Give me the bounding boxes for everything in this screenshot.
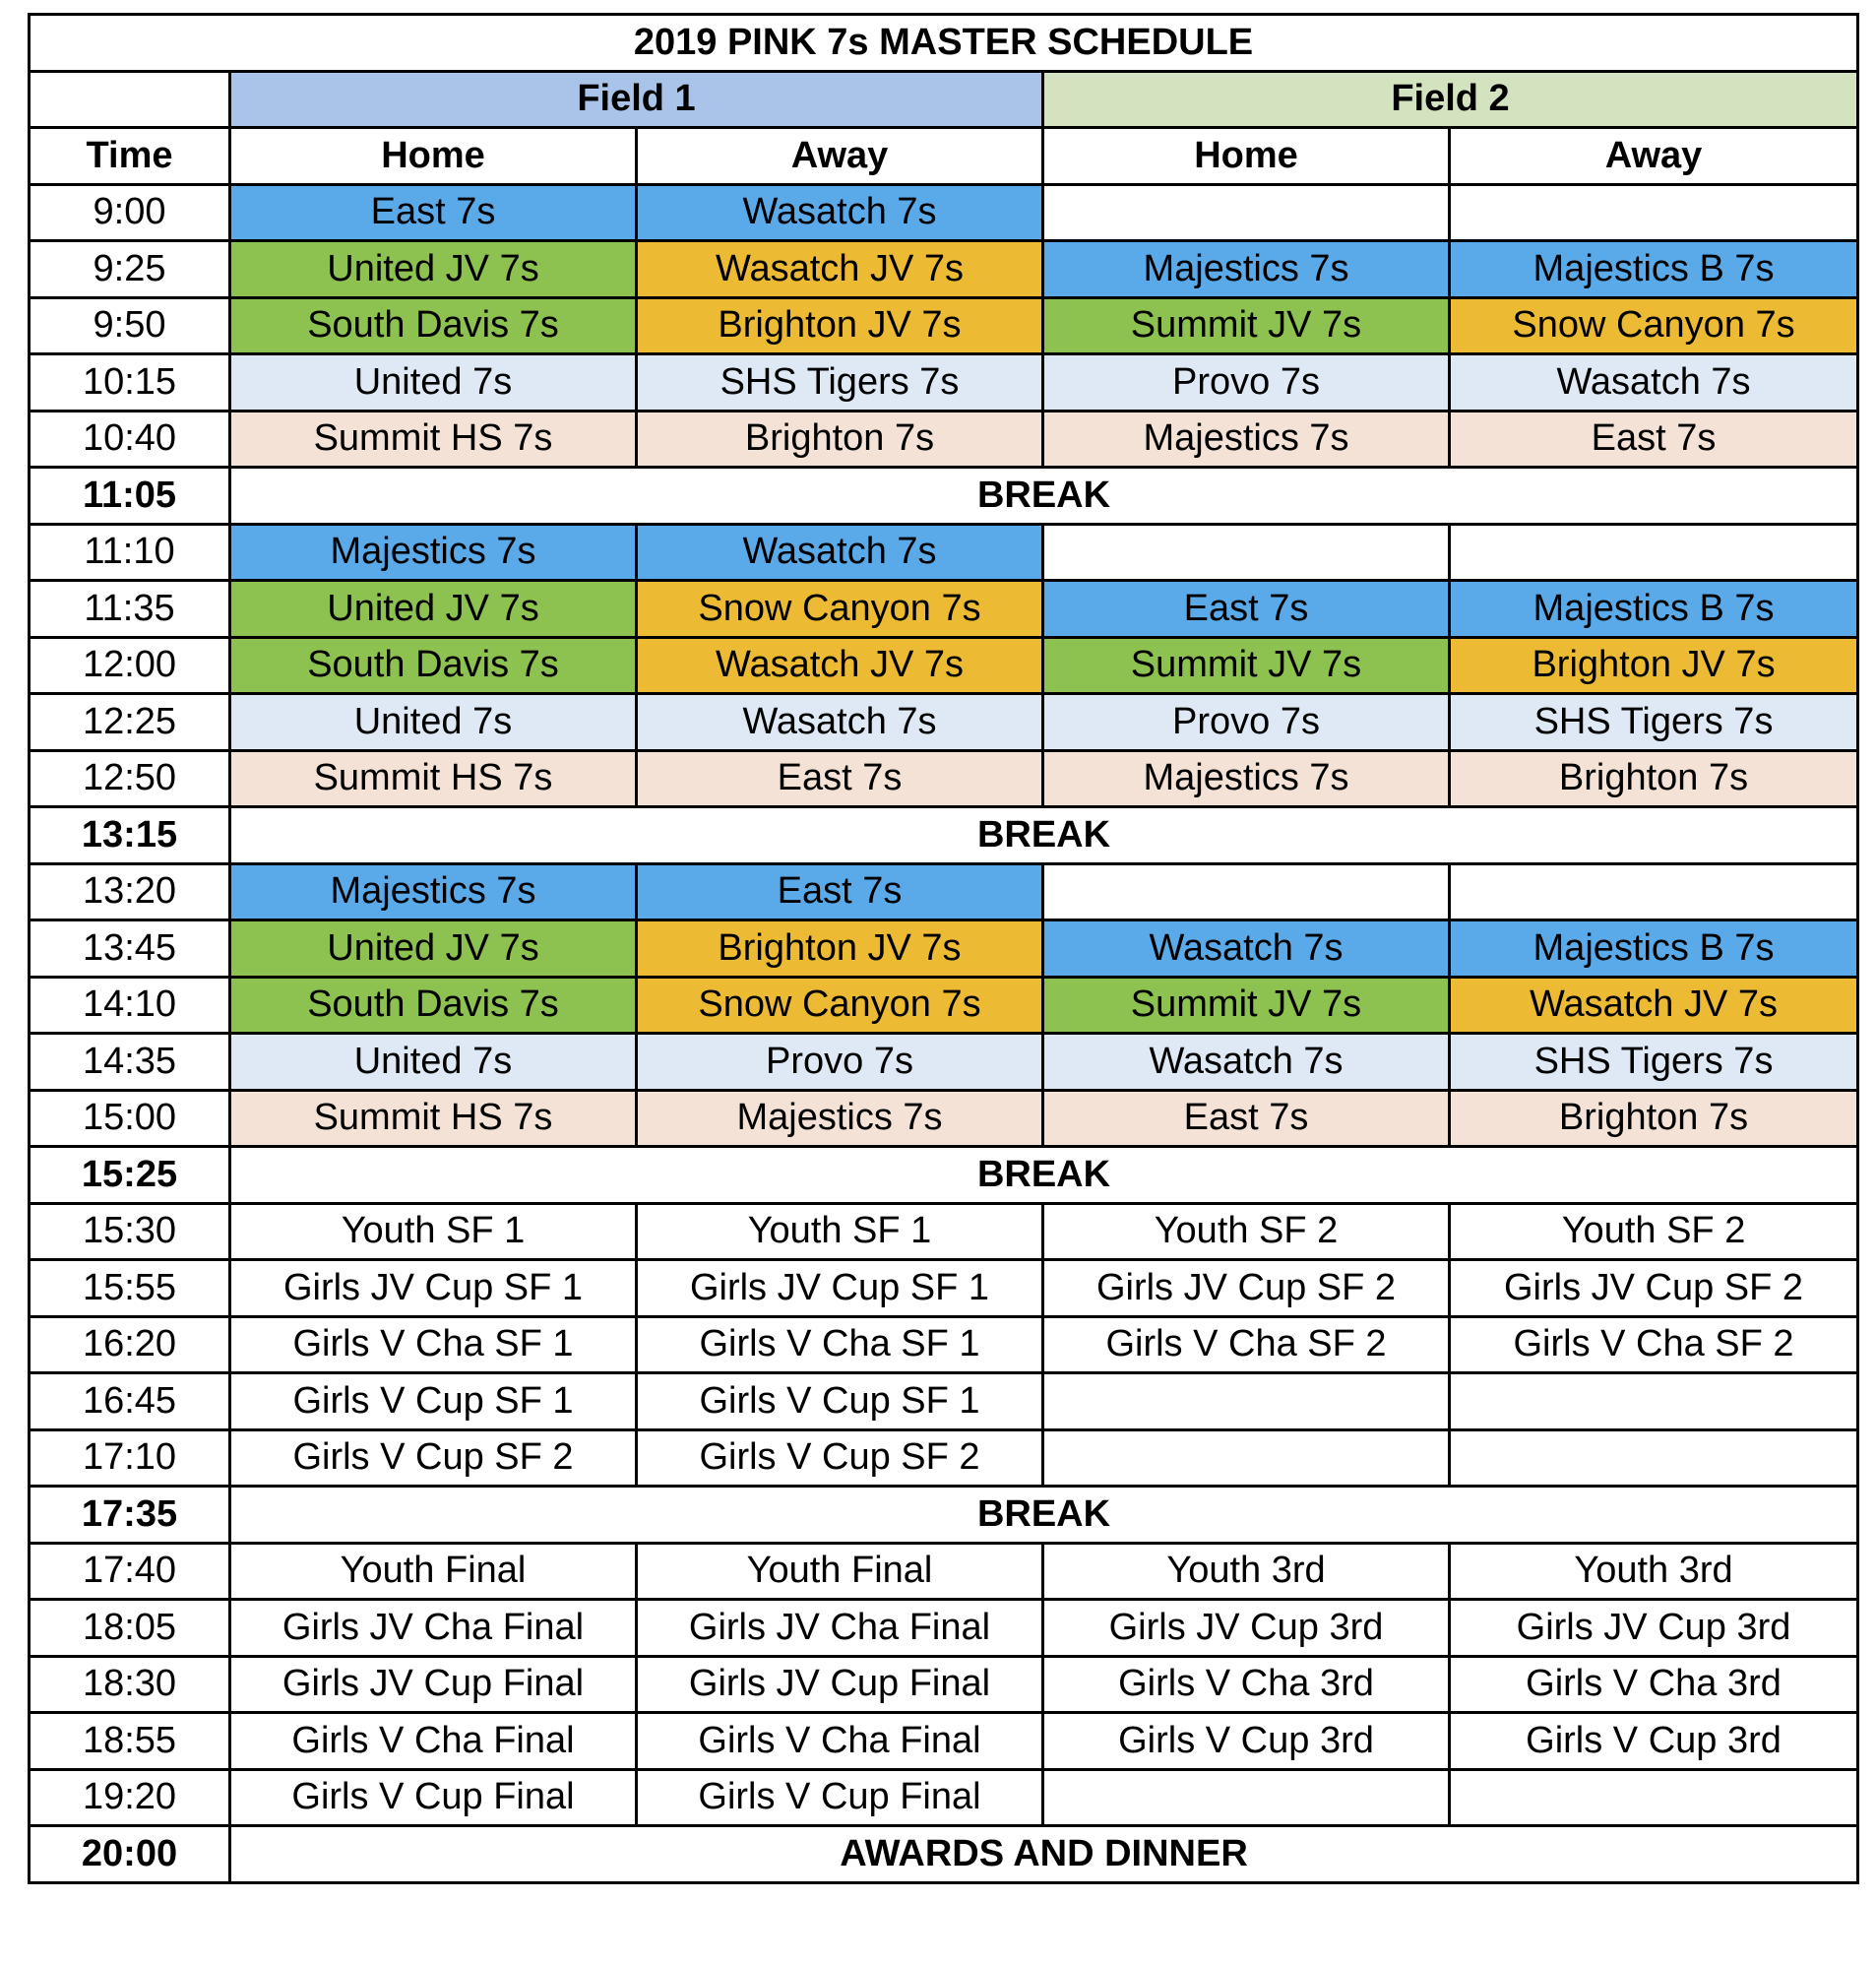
- field-2-home-cell: Girls JV Cup 3rd: [1043, 1600, 1450, 1657]
- column-header-row: [30, 128, 1858, 185]
- field-2-away-cell: Girls JV Cup SF 2: [1450, 1260, 1858, 1317]
- time-cell: 9:00: [30, 184, 230, 241]
- field-1-home-cell: United JV 7s: [230, 241, 637, 298]
- field-1-away-header: Away: [637, 128, 1043, 185]
- field-1-away-cell: East 7s: [637, 863, 1043, 920]
- field-1-home-cell: United 7s: [230, 694, 637, 751]
- field-2-away-cell: Girls JV Cup 3rd: [1450, 1600, 1858, 1657]
- field-1-home-cell: Summit HS 7s: [230, 411, 637, 468]
- field-2-away-cell: Wasatch 7s: [1450, 354, 1858, 412]
- schedule-row: [30, 411, 1858, 468]
- field-1-away-cell: Snow Canyon 7s: [637, 977, 1043, 1034]
- field-2-away-cell: [1450, 1373, 1858, 1430]
- field-2-home-cell: [1043, 1429, 1450, 1487]
- field-1-home-cell: United 7s: [230, 1034, 637, 1091]
- field-2-home-cell: Wasatch 7s: [1043, 920, 1450, 978]
- field-2-home-cell: Summit JV 7s: [1043, 637, 1450, 694]
- field-1-away-cell: Wasatch 7s: [637, 694, 1043, 751]
- schedule-row: [30, 1316, 1858, 1373]
- field-2-away-cell: Wasatch JV 7s: [1450, 977, 1858, 1034]
- field-2-home-cell: Majestics 7s: [1043, 750, 1450, 807]
- time-cell: 17:35: [30, 1487, 230, 1544]
- field-2-away-cell: [1450, 1429, 1858, 1487]
- field-1-away-cell: Brighton 7s: [637, 411, 1043, 468]
- field-1-away-cell: Brighton JV 7s: [637, 920, 1043, 978]
- field-1-home-cell: Girls V Cha Final: [230, 1713, 637, 1770]
- schedule-row: [30, 297, 1858, 354]
- time-cell: 17:10: [30, 1429, 230, 1487]
- field-2-away-cell: East 7s: [1450, 411, 1858, 468]
- time-cell: 12:00: [30, 637, 230, 694]
- field-2-home-cell: Provo 7s: [1043, 694, 1450, 751]
- field-2-home-cell: Majestics 7s: [1043, 241, 1450, 298]
- field-1-home-cell: Girls JV Cup SF 1: [230, 1260, 637, 1317]
- field-2-home-cell: Provo 7s: [1043, 354, 1450, 412]
- time-cell: 14:10: [30, 977, 230, 1034]
- field-2-home-cell: East 7s: [1043, 1090, 1450, 1147]
- field-1-away-cell: Snow Canyon 7s: [637, 581, 1043, 638]
- field-2-away-cell: Youth SF 2: [1450, 1203, 1858, 1260]
- time-cell: 18:55: [30, 1713, 230, 1770]
- time-cell: 13:45: [30, 920, 230, 978]
- time-cell: 19:20: [30, 1769, 230, 1826]
- field-2-away-cell: Girls V Cha 3rd: [1450, 1656, 1858, 1713]
- schedule-row: [30, 184, 1858, 241]
- time-cell: 11:35: [30, 581, 230, 638]
- field-2-home-cell: [1043, 1373, 1450, 1430]
- schedule-row: [30, 920, 1858, 978]
- time-cell: 15:00: [30, 1090, 230, 1147]
- break-row: [30, 468, 1858, 525]
- field-2-away-cell: Girls V Cup 3rd: [1450, 1713, 1858, 1770]
- field-1-header: Field 1: [230, 71, 1043, 128]
- time-cell: 17:40: [30, 1543, 230, 1600]
- field-1-away-cell: SHS Tigers 7s: [637, 354, 1043, 412]
- time-cell: 9:25: [30, 241, 230, 298]
- schedule-row: [30, 863, 1858, 920]
- field-2-away-cell: Majestics B 7s: [1450, 241, 1858, 298]
- time-cell: 18:30: [30, 1656, 230, 1713]
- schedule-row: [30, 1090, 1858, 1147]
- field-1-home-cell: United 7s: [230, 354, 637, 412]
- schedule-row: [30, 581, 1858, 638]
- title-row: [30, 15, 1858, 72]
- field-2-home-cell: Summit JV 7s: [1043, 297, 1450, 354]
- schedule-row: [30, 241, 1858, 298]
- merged-label-cell: BREAK: [230, 807, 1858, 864]
- merged-label-cell: AWARDS AND DINNER: [230, 1826, 1858, 1883]
- time-cell: 18:05: [30, 1600, 230, 1657]
- merged-label-cell: BREAK: [230, 468, 1858, 525]
- field-1-away-cell: Youth Final: [637, 1543, 1043, 1600]
- field-1-away-cell: Girls V Cup SF 2: [637, 1429, 1043, 1487]
- field-2-away-cell: Snow Canyon 7s: [1450, 297, 1858, 354]
- field-1-away-cell: Girls JV Cha Final: [637, 1600, 1043, 1657]
- break-row: [30, 1826, 1858, 1883]
- schedule-row: [30, 750, 1858, 807]
- field-1-home-cell: Youth Final: [230, 1543, 637, 1600]
- field-2-home-cell: Summit JV 7s: [1043, 977, 1450, 1034]
- schedule-title: 2019 PINK 7s MASTER SCHEDULE: [30, 15, 1858, 72]
- merged-label-cell: BREAK: [230, 1147, 1858, 1204]
- break-row: [30, 807, 1858, 864]
- master-schedule-table: [28, 13, 1859, 1884]
- field-1-away-cell: Wasatch 7s: [637, 184, 1043, 241]
- field-2-away-cell: [1450, 524, 1858, 581]
- break-row: [30, 1487, 1858, 1544]
- field-2-away-cell: Youth 3rd: [1450, 1543, 1858, 1600]
- time-cell: 16:45: [30, 1373, 230, 1430]
- field-1-home-cell: South Davis 7s: [230, 637, 637, 694]
- field-2-home-cell: [1043, 524, 1450, 581]
- field-2-home-header: Home: [1043, 128, 1450, 185]
- time-column-header: Time: [30, 128, 230, 185]
- schedule-row: [30, 1203, 1858, 1260]
- field-2-away-cell: Majestics B 7s: [1450, 581, 1858, 638]
- time-cell: 13:20: [30, 863, 230, 920]
- field-1-away-cell: Majestics 7s: [637, 1090, 1043, 1147]
- time-cell: 12:25: [30, 694, 230, 751]
- field-1-away-cell: Girls JV Cup SF 1: [637, 1260, 1043, 1317]
- field-2-home-cell: [1043, 863, 1450, 920]
- field-2-away-cell: Girls V Cha SF 2: [1450, 1316, 1858, 1373]
- field-2-away-cell: [1450, 863, 1858, 920]
- time-cell: 15:25: [30, 1147, 230, 1204]
- field-2-away-cell: Brighton JV 7s: [1450, 637, 1858, 694]
- field-1-away-cell: Girls V Cha Final: [637, 1713, 1043, 1770]
- field-header-blank: [30, 71, 230, 128]
- time-cell: 11:10: [30, 524, 230, 581]
- field-2-away-header: Away: [1450, 128, 1858, 185]
- field-1-away-cell: Wasatch JV 7s: [637, 637, 1043, 694]
- field-1-home-cell: Girls JV Cup Final: [230, 1656, 637, 1713]
- field-1-home-cell: Majestics 7s: [230, 524, 637, 581]
- schedule-row: [30, 1373, 1858, 1430]
- field-2-away-cell: [1450, 1769, 1858, 1826]
- schedule-row: [30, 1034, 1858, 1091]
- field-1-home-cell: Girls V Cup SF 2: [230, 1429, 637, 1487]
- time-cell: 16:20: [30, 1316, 230, 1373]
- time-cell: 11:05: [30, 468, 230, 525]
- schedule-row: [30, 524, 1858, 581]
- field-1-away-cell: East 7s: [637, 750, 1043, 807]
- field-1-away-cell: Girls V Cup Final: [637, 1769, 1043, 1826]
- field-2-home-cell: Youth 3rd: [1043, 1543, 1450, 1600]
- time-cell: 13:15: [30, 807, 230, 864]
- schedule-row: [30, 694, 1858, 751]
- field-1-home-cell: South Davis 7s: [230, 297, 637, 354]
- schedule-row: [30, 1543, 1858, 1600]
- field-1-home-cell: United JV 7s: [230, 581, 637, 638]
- field-2-home-cell: [1043, 1769, 1450, 1826]
- time-cell: 10:15: [30, 354, 230, 412]
- field-2-away-cell: Brighton 7s: [1450, 750, 1858, 807]
- field-1-away-cell: Girls JV Cup Final: [637, 1656, 1043, 1713]
- field-2-home-cell: Girls JV Cup SF 2: [1043, 1260, 1450, 1317]
- break-row: [30, 1147, 1858, 1204]
- field-2-away-cell: SHS Tigers 7s: [1450, 694, 1858, 751]
- field-2-home-cell: East 7s: [1043, 581, 1450, 638]
- schedule-row: [30, 1260, 1858, 1317]
- field-1-away-cell: Brighton JV 7s: [637, 297, 1043, 354]
- field-2-home-cell: Wasatch 7s: [1043, 1034, 1450, 1091]
- schedule-row: [30, 977, 1858, 1034]
- field-2-away-cell: SHS Tigers 7s: [1450, 1034, 1858, 1091]
- time-cell: 9:50: [30, 297, 230, 354]
- field-1-home-cell: Summit HS 7s: [230, 750, 637, 807]
- field-1-away-cell: Girls V Cha SF 1: [637, 1316, 1043, 1373]
- field-1-home-cell: Girls V Cup Final: [230, 1769, 637, 1826]
- field-1-home-cell: Youth SF 1: [230, 1203, 637, 1260]
- field-1-home-header: Home: [230, 128, 637, 185]
- time-cell: 12:50: [30, 750, 230, 807]
- field-1-home-cell: Girls JV Cha Final: [230, 1600, 637, 1657]
- merged-label-cell: BREAK: [230, 1487, 1858, 1544]
- time-cell: 15:55: [30, 1260, 230, 1317]
- field-2-home-cell: [1043, 184, 1450, 241]
- field-1-home-cell: Summit HS 7s: [230, 1090, 637, 1147]
- time-cell: 15:30: [30, 1203, 230, 1260]
- field-1-away-cell: Youth SF 1: [637, 1203, 1043, 1260]
- schedule-row: [30, 1713, 1858, 1770]
- field-1-home-cell: Girls V Cup SF 1: [230, 1373, 637, 1430]
- field-2-home-cell: Youth SF 2: [1043, 1203, 1450, 1260]
- field-2-home-cell: Girls V Cha 3rd: [1043, 1656, 1450, 1713]
- field-1-away-cell: Wasatch JV 7s: [637, 241, 1043, 298]
- field-2-home-cell: Majestics 7s: [1043, 411, 1450, 468]
- schedule-row: [30, 1600, 1858, 1657]
- field-2-home-cell: Girls V Cha SF 2: [1043, 1316, 1450, 1373]
- field-1-home-cell: South Davis 7s: [230, 977, 637, 1034]
- field-1-home-cell: United JV 7s: [230, 920, 637, 978]
- schedule-row: [30, 1769, 1858, 1826]
- field-header-row: [30, 71, 1858, 128]
- schedule-row: [30, 637, 1858, 694]
- time-cell: 20:00: [30, 1826, 230, 1883]
- field-1-away-cell: Wasatch 7s: [637, 524, 1043, 581]
- field-1-home-cell: East 7s: [230, 184, 637, 241]
- time-cell: 10:40: [30, 411, 230, 468]
- schedule-row: [30, 1656, 1858, 1713]
- field-2-home-cell: Girls V Cup 3rd: [1043, 1713, 1450, 1770]
- field-1-away-cell: Provo 7s: [637, 1034, 1043, 1091]
- schedule-row: [30, 1429, 1858, 1487]
- time-cell: 14:35: [30, 1034, 230, 1091]
- field-2-away-cell: Brighton 7s: [1450, 1090, 1858, 1147]
- schedule-row: [30, 354, 1858, 412]
- field-1-home-cell: Majestics 7s: [230, 863, 637, 920]
- field-2-header: Field 2: [1043, 71, 1858, 128]
- field-2-away-cell: [1450, 184, 1858, 241]
- field-1-away-cell: Girls V Cup SF 1: [637, 1373, 1043, 1430]
- field-1-home-cell: Girls V Cha SF 1: [230, 1316, 637, 1373]
- field-2-away-cell: Majestics B 7s: [1450, 920, 1858, 978]
